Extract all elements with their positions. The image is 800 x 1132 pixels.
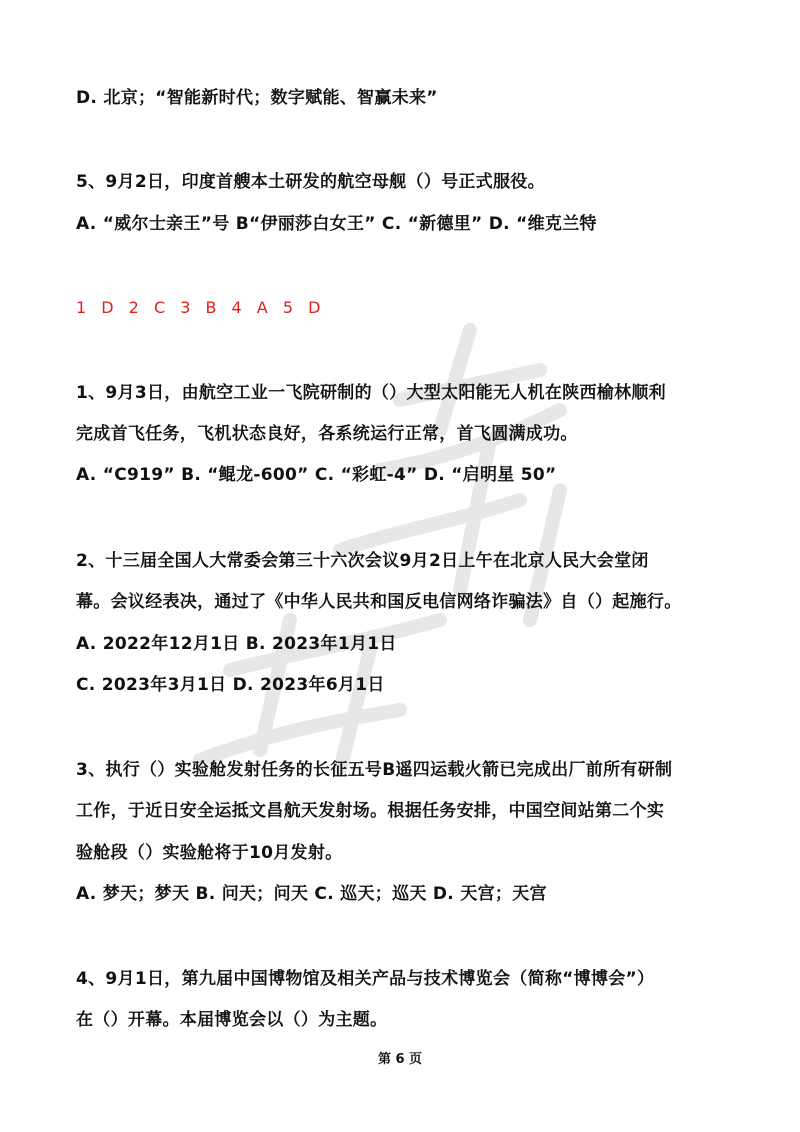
page-number: 第 6 页 — [377, 1052, 423, 1067]
question-5-options: A. “威尔士亲王”号 B“伊丽莎白女王” C. “新德里” D. “维克兰特 — [76, 214, 597, 234]
new-question-3-options: A. 梦天；梦天 B. 问天；问天 C. 巡天；巡天 D. 天宫；天宫 — [76, 884, 547, 904]
new-question-2-options-row-2: C. 2023年3月1日 D. 2023年6月1日 — [76, 675, 385, 695]
new-question-3-line-2: 工作，于近日安全运抵文昌航天发射场。根据任务安排，中国空间站第二个实 — [76, 801, 665, 821]
new-question-1-options: A. “C919” B. “鲲龙-600” C. “彩虹-4” D. “启明星 50” — [76, 465, 557, 485]
question-5-text: 5、9月2日，印度首艘本土研发的航空母舰（）号正式服役。 — [76, 172, 545, 192]
new-question-3-line-1: 3、执行（）实验舱发射任务的长征五号B遥四运载火箭已完成出厂前所有研制 — [76, 760, 673, 780]
new-question-2-line-1: 2、十三届全国人大常委会第三十六次会议9月2日上午在北京人民大会堂闭 — [76, 551, 649, 571]
new-question-1-line-2: 完成首飞任务，飞机状态良好，各系统运行正常，首飞圆满成功。 — [76, 424, 578, 444]
new-question-2-options-row-1: A. 2022年12月1日 B. 2023年1月1日 — [76, 634, 397, 654]
new-question-1-line-1: 1、9月3日，由航空工业一飞院研制的（）大型太阳能无人机在陕西榆林顺利 — [76, 383, 666, 403]
new-question-4-line-2: 在（）开幕。本届博览会以（）为主题。 — [76, 1010, 388, 1030]
new-question-3-line-3: 验舱段（）实验舱将于10月发射。 — [76, 843, 343, 863]
answer-key: 1 D 2 C 3 B 4 A 5 D — [76, 298, 326, 317]
new-question-4-line-1: 4、9月1日，第九届中国博物馆及相关产品与技术博览会（简称“博博会”） — [76, 969, 655, 989]
prev-question-option-d: D. 北京；“智能新时代；数字赋能、智赢未来” — [76, 88, 438, 108]
new-question-2-line-2: 幕。会议经表决，通过了《中华人民共和国反电信网络诈骗法》自（）起施行。 — [76, 592, 682, 612]
